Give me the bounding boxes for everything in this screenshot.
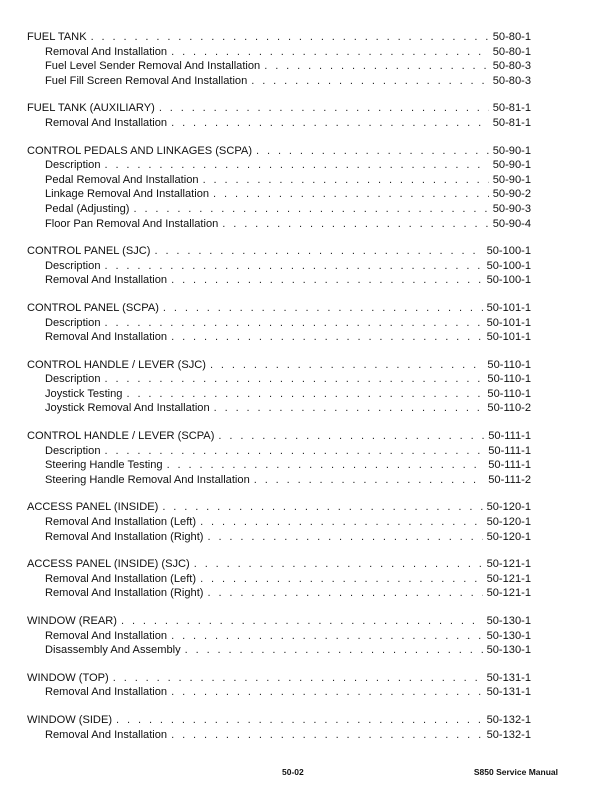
- dot-leader: [207, 586, 482, 601]
- toc-page-number: 50-120-1: [486, 501, 531, 514]
- toc-subentry[interactable]: [27, 45, 531, 60]
- dot-leader: [200, 572, 483, 587]
- dot-leader: [207, 530, 482, 545]
- toc-heading[interactable]: [27, 429, 531, 444]
- dot-leader: [203, 173, 489, 188]
- toc-heading-title: FUEL TANK: [27, 31, 87, 43]
- toc-page-number: 50-90-4: [492, 217, 531, 230]
- dot-leader: [105, 259, 483, 274]
- toc-heading[interactable]: [27, 671, 531, 686]
- dot-leader: [126, 387, 483, 402]
- toc-page-number: 50-121-1: [486, 558, 531, 571]
- toc-section: [27, 614, 531, 658]
- dot-leader: [154, 244, 482, 259]
- toc-heading-title: ACCESS PANEL (INSIDE): [27, 501, 159, 514]
- toc-section: [27, 244, 531, 288]
- toc-subentry-title: Fuel Fill Screen Removal And Installation: [45, 74, 248, 87]
- toc-subentry[interactable]: [27, 259, 531, 274]
- dot-leader: [194, 557, 483, 572]
- toc-page-number: 50-80-3: [492, 74, 531, 87]
- toc-heading[interactable]: [27, 144, 531, 159]
- toc-page-number: 50-90-3: [492, 202, 531, 215]
- toc-subentry-title: Removal And Installation (Right): [45, 530, 204, 543]
- dot-leader: [171, 728, 482, 743]
- toc-page-number: 50-101-1: [486, 331, 531, 344]
- toc-page-number: 50-80-3: [492, 60, 531, 73]
- toc-page-number: 50-120-1: [486, 530, 531, 543]
- toc-page-number: 50-130-1: [486, 644, 531, 657]
- toc-heading-title: WINDOW (REAR): [27, 615, 117, 627]
- toc-section: [27, 671, 531, 700]
- toc-page-number: 50-111-2: [488, 473, 531, 486]
- dot-leader: [256, 144, 489, 159]
- toc-page-number: 50-100-1: [486, 274, 531, 287]
- toc-subentry-title: Removal And Installation (Left): [45, 516, 197, 529]
- toc-page-number: 50-101-1: [486, 301, 531, 314]
- toc-subentry-title: Removal And Installation: [45, 45, 168, 58]
- toc-page-number: 50-130-1: [486, 615, 531, 627]
- toc-subentry-title: Description: [45, 159, 101, 172]
- toc-section: [27, 301, 531, 345]
- toc-subentry-title: Description: [45, 444, 101, 457]
- toc-subentry-title: Steering Handle Removal And Installation: [45, 473, 250, 486]
- toc-section: [27, 101, 531, 130]
- toc-subentry[interactable]: [27, 316, 531, 331]
- dot-leader: [105, 372, 484, 387]
- toc-subentry[interactable]: [27, 273, 531, 288]
- toc-subentry[interactable]: [27, 330, 531, 345]
- toc-subentry[interactable]: [27, 217, 531, 232]
- toc-page-number: 50-120-1: [486, 516, 531, 529]
- toc-page-number: 50-80-1: [492, 31, 531, 43]
- toc-subentry[interactable]: [27, 572, 531, 587]
- toc-subentry[interactable]: [27, 728, 531, 743]
- toc-heading[interactable]: [27, 101, 531, 116]
- dot-leader: [171, 45, 489, 60]
- dot-leader: [171, 116, 489, 131]
- dot-leader: [113, 671, 483, 686]
- toc-subentry[interactable]: [27, 515, 531, 530]
- toc-page-number: 50-131-1: [486, 686, 531, 699]
- toc-heading[interactable]: [27, 358, 531, 373]
- toc-subentry-title: Removal And Installation: [45, 331, 168, 344]
- toc-subentry-title: Removal And Installation (Left): [45, 572, 197, 585]
- toc-subentry-title: Pedal Removal And Installation: [45, 173, 199, 186]
- toc-subentry[interactable]: [27, 158, 531, 173]
- footer-manual-title: S850 Service Manual: [473, 767, 558, 777]
- toc-page-number: 50-101-1: [486, 316, 531, 329]
- toc-subentry-title: Description: [45, 373, 101, 386]
- toc-heading[interactable]: [27, 244, 531, 259]
- toc-page-number: 50-81-1: [492, 116, 531, 129]
- toc-subentry[interactable]: [27, 586, 531, 601]
- toc-heading-title: FUEL TANK (AUXILIARY): [27, 102, 155, 115]
- toc-page-number: 50-132-1: [486, 713, 531, 726]
- toc-subentry[interactable]: [27, 59, 531, 74]
- toc-subentry-title: Removal And Installation: [45, 274, 168, 287]
- toc-subentry[interactable]: [27, 458, 531, 473]
- toc-page-number: 50-111-1: [488, 430, 531, 443]
- toc-subentry-title: Removal And Installation (Right): [45, 587, 204, 600]
- toc-heading[interactable]: [27, 614, 531, 629]
- toc-subentry-title: Removal And Installation: [45, 686, 168, 699]
- dot-leader: [133, 202, 488, 217]
- toc-subentry-title: Removal And Installation: [45, 116, 168, 129]
- dot-leader: [222, 217, 488, 232]
- dot-leader: [171, 330, 482, 345]
- toc-section: [27, 30, 531, 88]
- dot-leader: [121, 614, 483, 629]
- table-of-contents: [27, 30, 531, 755]
- toc-heading-title: CONTROL PANEL (SJC): [27, 245, 151, 258]
- toc-subentry-title: Joystick Removal And Installation: [45, 402, 210, 415]
- dot-leader: [167, 458, 485, 473]
- dot-leader: [251, 74, 489, 89]
- toc-page-number: 50-110-1: [487, 387, 531, 400]
- toc-subentry[interactable]: [27, 401, 531, 416]
- toc-subentry[interactable]: [27, 387, 531, 402]
- toc-subentry-title: Fuel Level Sender Removal And Installation: [45, 60, 261, 73]
- dot-leader: [162, 500, 482, 515]
- toc-subentry[interactable]: [27, 202, 531, 217]
- toc-page-number: 50-90-2: [492, 188, 531, 201]
- dot-leader: [213, 187, 489, 202]
- toc-page-number: 50-111-1: [488, 444, 531, 457]
- toc-page-number: 50-90-1: [492, 144, 531, 157]
- toc-section: [27, 429, 531, 487]
- toc-subentry[interactable]: [27, 116, 531, 131]
- toc-heading[interactable]: [27, 30, 531, 45]
- toc-subentry-title: Disassembly And Assembly: [45, 644, 181, 657]
- dot-leader: [91, 30, 489, 45]
- toc-subentry-title: Floor Pan Removal And Installation: [45, 217, 219, 230]
- toc-heading-title: CONTROL PEDALS AND LINKAGES (SCPA): [27, 144, 253, 157]
- toc-page-number: 50-132-1: [486, 728, 531, 741]
- toc-page-number: 50-111-1: [488, 459, 531, 472]
- dot-leader: [163, 301, 483, 316]
- toc-heading[interactable]: [27, 500, 531, 515]
- toc-page-number: 50-81-1: [492, 102, 531, 115]
- dot-leader: [171, 629, 482, 644]
- toc-heading-title: ACCESS PANEL (INSIDE) (SJC): [27, 558, 190, 571]
- toc-subentry-title: Removal And Installation: [45, 629, 168, 642]
- toc-subentry[interactable]: [27, 444, 531, 459]
- toc-subentry[interactable]: [27, 74, 531, 89]
- toc-page-number: 50-110-2: [487, 402, 531, 415]
- toc-subentry-title: Linkage Removal And Installation: [45, 188, 210, 201]
- toc-subentry[interactable]: [27, 685, 531, 700]
- toc-subentry-title: Pedal (Adjusting): [45, 202, 130, 215]
- toc-subentry-title: Joystick Testing: [45, 387, 123, 400]
- toc-heading-title: WINDOW (TOP): [27, 671, 109, 684]
- toc-page-number: 50-130-1: [486, 629, 531, 642]
- toc-heading-title: CONTROL HANDLE / LEVER (SJC): [27, 358, 206, 371]
- toc-subentry[interactable]: [27, 629, 531, 644]
- toc-subentry-title: Steering Handle Testing: [45, 459, 163, 472]
- toc-subentry[interactable]: [27, 173, 531, 188]
- dot-leader: [185, 643, 483, 658]
- toc-heading-title: WINDOW (SIDE): [27, 713, 113, 726]
- dot-leader: [254, 473, 484, 488]
- dot-leader: [171, 685, 482, 700]
- dot-leader: [105, 444, 485, 459]
- dot-leader: [171, 273, 482, 288]
- dot-leader: [200, 515, 483, 530]
- dot-leader: [105, 158, 489, 173]
- toc-page-number: 50-90-1: [492, 173, 531, 186]
- toc-page-number: 50-131-1: [486, 671, 531, 684]
- toc-section: [27, 358, 531, 416]
- toc-heading[interactable]: [27, 557, 531, 572]
- toc-heading-title: CONTROL PANEL (SCPA): [27, 301, 159, 314]
- toc-section: [27, 713, 531, 742]
- toc-subentry[interactable]: [27, 372, 531, 387]
- toc-heading-title: CONTROL HANDLE / LEVER (SCPA): [27, 430, 215, 443]
- toc-heading[interactable]: [27, 713, 531, 728]
- dot-leader: [218, 429, 484, 444]
- footer-page-number: 50-02: [282, 767, 304, 777]
- toc-subentry[interactable]: [27, 187, 531, 202]
- toc-page-number: 50-121-1: [486, 572, 531, 585]
- toc-subentry-title: Description: [45, 316, 101, 329]
- toc-subentry[interactable]: [27, 643, 531, 658]
- dot-leader: [159, 101, 489, 116]
- toc-subentry[interactable]: [27, 530, 531, 545]
- toc-page-number: 50-110-1: [487, 358, 531, 371]
- dot-leader: [105, 316, 483, 331]
- toc-page-number: 50-121-1: [486, 587, 531, 600]
- dot-leader: [214, 401, 484, 416]
- toc-subentry-title: Description: [45, 259, 101, 272]
- toc-page-number: 50-110-1: [487, 373, 531, 386]
- dot-leader: [210, 358, 483, 373]
- dot-leader: [264, 59, 489, 74]
- toc-subentry-title: Removal And Installation: [45, 728, 168, 741]
- toc-heading[interactable]: [27, 301, 531, 316]
- toc-page-number: 50-100-1: [486, 245, 531, 258]
- toc-page-number: 50-80-1: [492, 45, 531, 58]
- toc-subentry[interactable]: [27, 473, 531, 488]
- toc-page-number: 50-100-1: [486, 259, 531, 272]
- toc-section: [27, 557, 531, 601]
- dot-leader: [116, 713, 483, 728]
- toc-section: [27, 500, 531, 544]
- toc-page-number: 50-90-1: [492, 159, 531, 172]
- toc-section: [27, 144, 531, 232]
